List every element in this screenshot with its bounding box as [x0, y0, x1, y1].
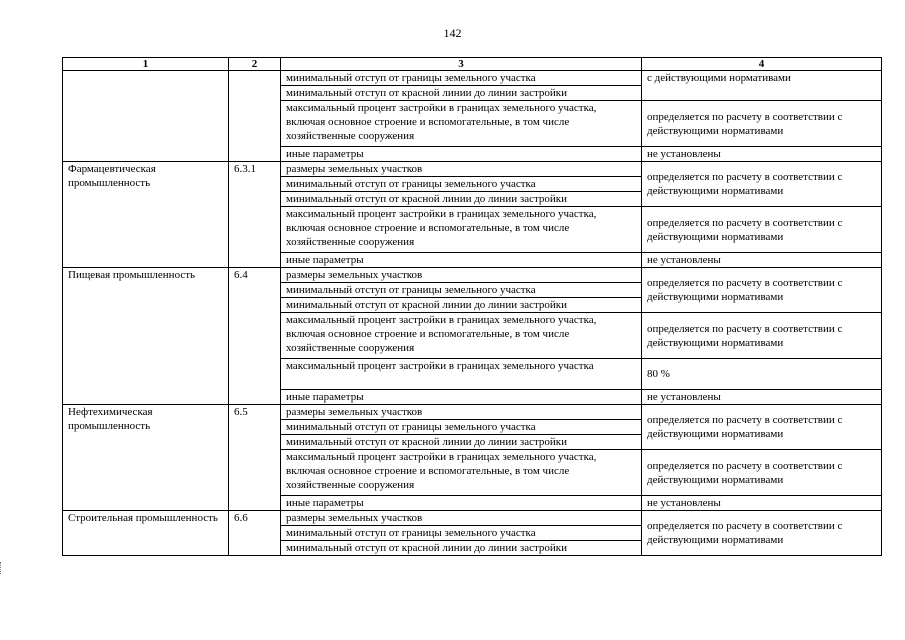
use-code-cell — [229, 71, 281, 162]
value-cell: определяется по расчету в соответствии с действующими нормативами — [642, 101, 882, 147]
use-type-cell: Строительная промышленность — [63, 511, 229, 556]
value-cell: определяется по расчету в соответствии с действующими нормативами — [642, 450, 882, 496]
parameter-cell: минимальный отступ от красной линии до линии застройки — [281, 298, 642, 313]
value-cell: определяется по расчету в соответствии с действующими нормативами — [642, 405, 882, 450]
parameter-cell: минимальный отступ от красной линии до линии застройки — [281, 86, 642, 101]
value-cell: 80 % — [642, 359, 882, 390]
value-cell: с действующими нормативами — [642, 71, 882, 101]
parameter-cell: минимальный отступ от красной линии до линии застройки — [281, 192, 642, 207]
parameter-cell: максимальный процент застройки в границах земельного участка, включая основное строение и вспомогательные, в том числе хозяйственные сооружения — [281, 101, 642, 147]
use-code-cell: 6.4 — [229, 268, 281, 405]
parameter-cell: минимальный отступ от границы земельного участка — [281, 420, 642, 435]
parameter-cell: иные параметры — [281, 496, 642, 511]
parameter-cell: минимальный отступ от границы земельного участка — [281, 177, 642, 192]
parameter-cell: размеры земельных участков — [281, 405, 642, 420]
parameter-cell: минимальный отступ от красной линии до линии застройки — [281, 541, 642, 556]
parameter-cell: минимальный отступ от границы земельного участка — [281, 526, 642, 541]
parameter-cell: максимальный процент застройки в границах земельного участка, включая основное строение и вспомогательные, в том числе хозяйственные сооружения — [281, 313, 642, 359]
value-cell: не установлены — [642, 390, 882, 405]
parameter-cell: максимальный процент застройки в границах земельного участка, включая основное строение и вспомогательные, в том числе хозяйственные сооружения — [281, 207, 642, 253]
value-cell: не установлены — [642, 253, 882, 268]
value-cell: не установлены — [642, 147, 882, 162]
page-number: 142 — [443, 26, 462, 40]
column-header: 3 — [281, 58, 642, 71]
value-cell: определяется по расчету в соответствии с действующими нормативами — [642, 207, 882, 253]
table-row — [63, 71, 882, 86]
land-use-regulations-table — [62, 57, 882, 556]
use-type-cell: Нефтехимическая промышленность — [63, 405, 229, 511]
use-type-cell: Пищевая промышленность — [63, 268, 229, 405]
table-row — [63, 511, 882, 526]
parameter-cell: иные параметры — [281, 253, 642, 268]
use-type-cell — [63, 71, 229, 162]
parameter-cell: размеры земельных участков — [281, 511, 642, 526]
parameter-cell: размеры земельных участков — [281, 162, 642, 177]
table-row — [63, 162, 882, 177]
use-code-cell: 6.3.1 — [229, 162, 281, 268]
parameter-cell: минимальный отступ от границы земельного участка — [281, 71, 642, 86]
column-header: 4 — [642, 58, 882, 71]
value-cell: определяется по расчету в соответствии с действующими нормативами — [642, 268, 882, 313]
margin-mark — [0, 562, 5, 574]
value-cell: определяется по расчету в соответствии с действующими нормативами — [642, 511, 882, 556]
parameter-cell: максимальный процент застройки в границах земельного участка — [281, 359, 642, 390]
parameter-cell: минимальный отступ от границы земельного участка — [281, 283, 642, 298]
parameter-cell: размеры земельных участков — [281, 268, 642, 283]
use-type-cell: Фармацевтическая промышленность — [63, 162, 229, 268]
value-cell: определяется по расчету в соответствии с действующими нормативами — [642, 313, 882, 359]
value-cell: определяется по расчету в соответствии с действующими нормативами — [642, 162, 882, 207]
column-header: 2 — [229, 58, 281, 71]
parameter-cell: минимальный отступ от красной линии до линии застройки — [281, 435, 642, 450]
parameter-cell: иные параметры — [281, 147, 642, 162]
use-code-cell: 6.5 — [229, 405, 281, 511]
table-row — [63, 268, 882, 283]
parameter-cell: максимальный процент застройки в границах земельного участка, включая основное строение и вспомогательные, в том числе хозяйственные сооружения — [281, 450, 642, 496]
table-row — [63, 405, 882, 420]
parameter-cell: иные параметры — [281, 390, 642, 405]
table-header-row — [63, 58, 882, 71]
column-header: 1 — [63, 58, 229, 71]
value-cell: не установлены — [642, 496, 882, 511]
use-code-cell: 6.6 — [229, 511, 281, 556]
